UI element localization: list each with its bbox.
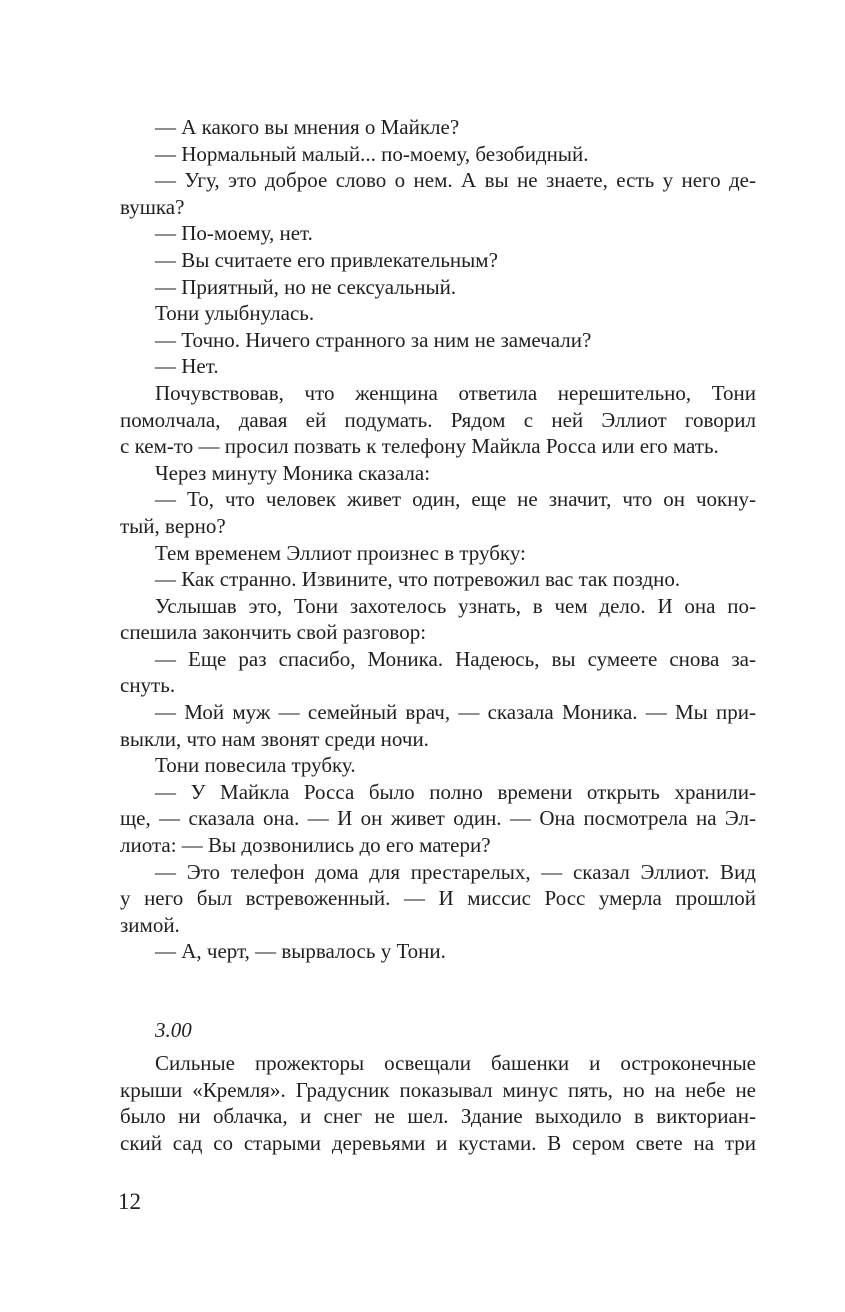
text-line: было ни облачка, и снег не шел. Здание выходило в викториан- <box>120 1104 756 1129</box>
text-line: — А какого вы мнения о Майкле? <box>155 115 460 139</box>
text-line: — Угу, это доброе слово о нем. А вы не знаете, есть у него де- <box>155 168 756 193</box>
text-line: — Приятный, но не сексуальный. <box>155 274 457 299</box>
dialogue-text-block <box>120 114 756 965</box>
narrative-text-block <box>120 1050 756 1156</box>
text-line: Тони повесила трубку. <box>155 753 356 778</box>
text-line: вушка? <box>120 194 185 219</box>
text-line: с кем-то — просил позвать к телефону Майкла Росса или его мать. <box>120 434 719 459</box>
text-line: зимой. <box>120 912 180 937</box>
text-line: — Точно. Ничего странного за ним не замечали? <box>155 327 592 352</box>
text-line: снуть. <box>120 673 176 698</box>
text-line: ский сад со старыми деревьями и кустами. В сером свете на три <box>120 1130 756 1155</box>
text-line: — Мой муж — семейный врач, — сказала Моника. — Мы при- <box>155 700 756 725</box>
text-line: тый, верно? <box>120 513 226 538</box>
text-line: — А, черт, — вырвалось у Тони. <box>155 939 446 964</box>
text-line: Тем временем Эллиот произнес в трубку: <box>155 540 526 565</box>
text-line: лиота: — Вы дозвонились до его матери? <box>120 833 491 858</box>
text-line: выкли, что нам звонят среди ночи. <box>120 726 429 751</box>
text-line: Почувствовав, что женщина ответила нерешительно, Тони <box>155 380 756 405</box>
text-line: спешила закончить свой разговор: <box>120 620 427 645</box>
text-line: — Нет. <box>155 354 219 379</box>
text-line: — Вы считаете его привлекательным? <box>155 247 498 272</box>
text-line: — Как странно. Извините, что потревожил вас так поздно. <box>155 567 681 592</box>
text-line: — По-моему, нет. <box>155 221 313 246</box>
text-line: — Еще раз спасибо, Моника. Надеюсь, вы сумеете снова за- <box>155 646 756 671</box>
text-line: у него был встревоженный. — И миссис Росс умерла прошлой <box>120 886 756 911</box>
text-line: ще, — сказала она. — И он живет один. — Она посмотрела на Эл- <box>120 806 756 831</box>
text-line: Сильные прожекторы освещали башенки и остроконечные <box>155 1051 756 1075</box>
text-line: крыши «Кремля». Градусник показывал минус пять, но на небе не <box>120 1077 756 1102</box>
text-line: — Это телефон дома для престарелых, — сказал Эллиот. Вид <box>155 859 756 884</box>
text-line: Через минуту Моника сказала: <box>155 460 431 485</box>
text-line: Услышав это, Тони захотелось узнать, в чем дело. И она по- <box>155 593 756 618</box>
section-heading: 3.00 <box>155 1018 192 1042</box>
text-line: — То, что человек живет один, еще не значит, что он чокну- <box>155 487 756 512</box>
text-line: Тони улыбнулась. <box>155 301 315 326</box>
text-line: — Нормальный малый... по-моему, безобидный. <box>155 141 589 166</box>
page-number: 12 <box>118 1189 141 1214</box>
text-line: помолчала, давая ей подумать. Рядом с ней Эллиот говорил <box>120 407 756 432</box>
text-line: — У Майкла Росса было полно времени открыть хранили- <box>155 779 756 804</box>
